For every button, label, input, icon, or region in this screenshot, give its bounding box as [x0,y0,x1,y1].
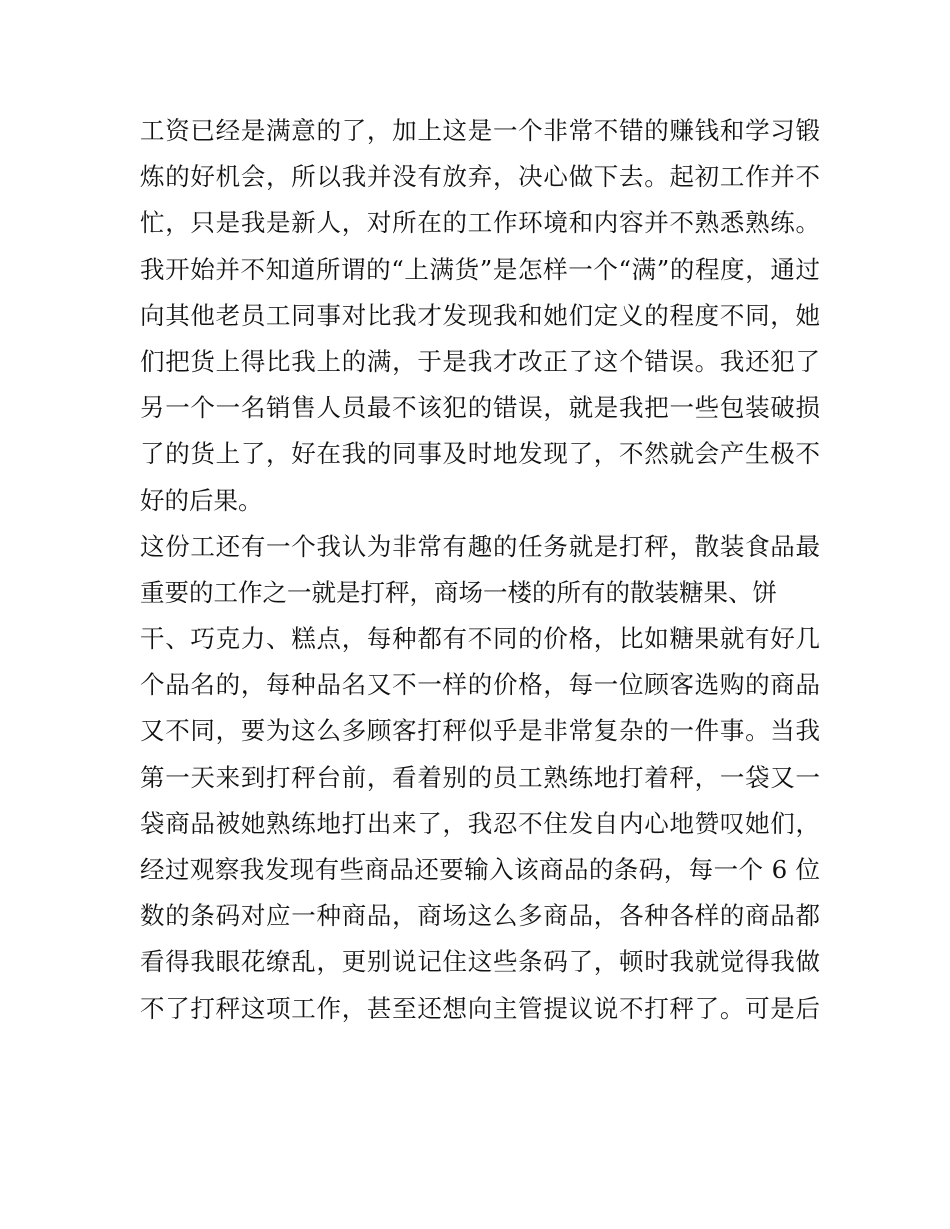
text-line: 看得我眼花缭乱，更别说记住这些条码了，顿时我就觉得我做 [140,947,820,977]
text-line: 另一个一名销售人员最不该犯的错误，就是我把一些包装破损 [140,393,820,423]
text-line: 经过观察我发现有些商品还要输入该商品的条码，每一个 6 位 [140,855,820,884]
text-line: 个品名的，每种品名又不一样的价格，每一位顾客选购的商品 [140,670,820,700]
text-line: 工资已经是满意的了，加上这是一个非常不错的赚钱和学习锻 [140,116,820,145]
text-line: 第一天来到打秤台前，看着别的员工熟练地打着秤，一袋又一 [140,762,820,792]
text-line: 袋商品被她熟练地打出来了，我忍不住发自内心地赞叹她们， [140,808,820,838]
text-line: 们把货上得比我上的满，于是我才改正了这个错误。我还犯了 [140,346,820,376]
document-body [140,108,820,1032]
text-line: 向其他老员工同事对比我才发现我和她们定义的程度不同，她 [140,300,820,330]
text-line: 重要的工作之一就是打秤，商场一楼的所有的散装糖果、饼 [140,577,777,607]
text-line: 数的条码对应一种商品，商场这么多商品，各种各样的商品都 [140,901,820,931]
text-line: 这份工还有一个我认为非常有趣的任务就是打秤，散装食品最 [140,531,820,561]
text-line: 忙，只是我是新人，对所在的工作环境和内容并不熟悉熟练。 [140,208,820,238]
text-line: 又不同，要为这么多顾客打秤似乎是非常复杂的一件事。当我 [140,716,820,746]
text-line: 炼的好机会，所以我并没有放弃，决心做下去。起初工作并不 [140,162,820,192]
text-line: 好的后果。 [140,485,263,515]
text-line: 我开始并不知道所谓的“上满货”是怎样一个“满”的程度，通过 [140,254,820,284]
text-line: 不了打秤这项工作，甚至还想向主管提议说不打秤了。可是后 [140,993,820,1023]
text-line: 干、巧克力、糕点，每种都有不同的价格，比如糖果就有好几 [140,624,820,654]
text-line: 了的货上了，好在我的同事及时地发现了，不然就会产生极不 [140,439,820,469]
